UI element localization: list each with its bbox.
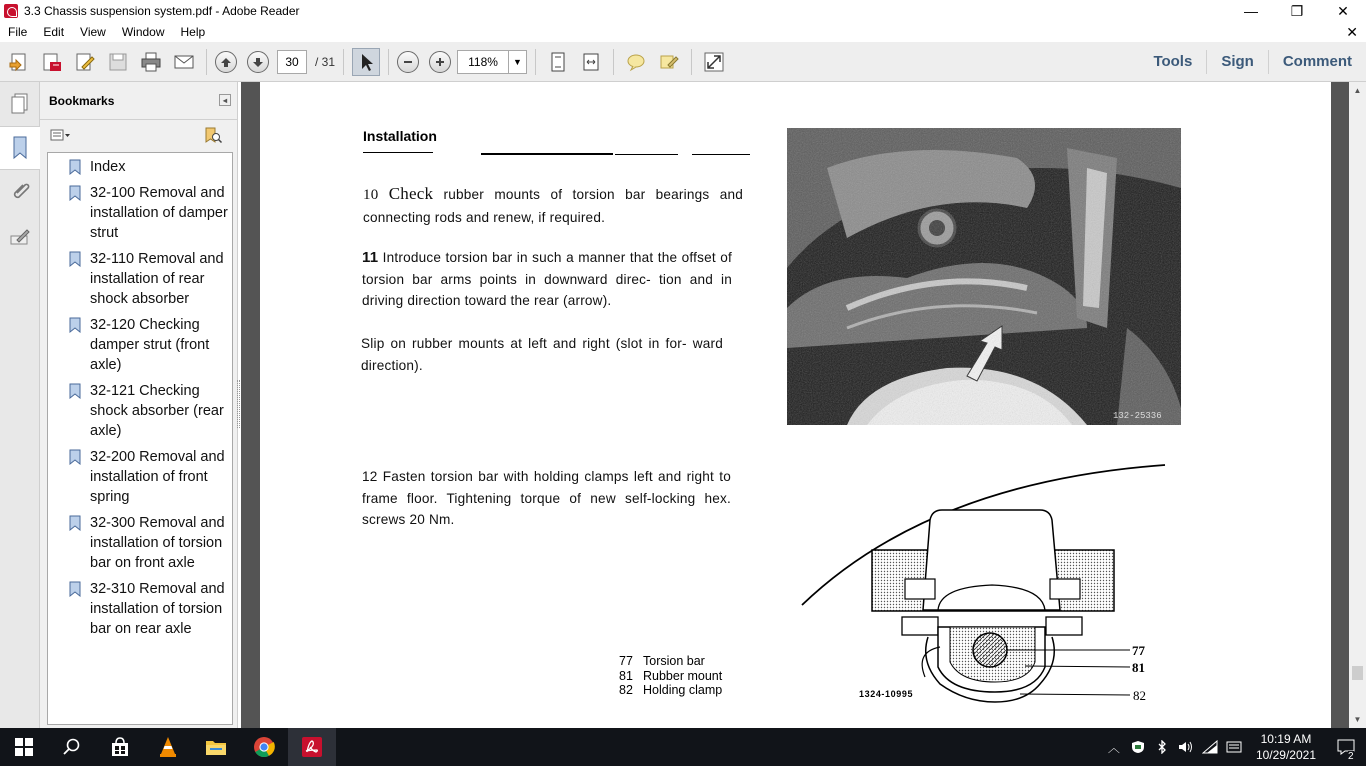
find-bookmark-button[interactable] — [203, 126, 223, 147]
legend-row — [619, 654, 722, 669]
step-number: 10 — [363, 187, 379, 203]
bookmark-item-index[interactable] — [48, 157, 232, 177]
minus-icon — [402, 56, 414, 68]
bookmark-item-32-100[interactable] — [48, 183, 232, 243]
legend-number: 82 — [619, 683, 633, 697]
bookmark-search-icon — [203, 126, 223, 144]
bookmark-options-button[interactable] — [50, 128, 72, 142]
cursor-arrow-icon — [356, 52, 376, 72]
bookmarks-toolbar — [40, 120, 237, 150]
bookmark-item-32-300[interactable] — [48, 513, 232, 573]
menu-file[interactable]: File — [8, 25, 28, 39]
title-bar — [0, 0, 1366, 22]
signature-pen-icon — [9, 224, 31, 248]
toolbar-separator — [613, 49, 614, 75]
toolbar-separator — [206, 49, 207, 75]
callout-77: 77 — [1132, 643, 1145, 658]
bookmark-ribbon-icon — [9, 135, 31, 161]
sticky-note-button[interactable] — [622, 48, 650, 76]
legend-text: Holding clamp — [643, 683, 723, 697]
system-tray — [1102, 728, 1366, 766]
print-button[interactable] — [137, 48, 165, 76]
menu-bar — [0, 22, 1366, 42]
store-bag-icon — [110, 737, 130, 757]
search-icon — [63, 738, 81, 756]
toolbar — [0, 42, 1366, 82]
step-number: 11 — [362, 249, 379, 266]
bookmark-list — [47, 152, 233, 725]
scroll-up-arrow-icon[interactable]: ▲ — [1353, 86, 1362, 95]
taskbar-adobe-reader[interactable] — [288, 728, 336, 766]
notification-center-button[interactable] — [1326, 739, 1366, 762]
toolbar-right-links — [1139, 42, 1366, 82]
close-button[interactable]: ✕ — [1337, 2, 1349, 19]
highlight-button[interactable] — [655, 48, 683, 76]
photo-reference: 132-25336 — [1113, 411, 1162, 421]
page-thumbnails-icon — [9, 92, 31, 116]
chrome-icon — [253, 736, 275, 758]
paragraph-11b: Slip on rubber mounts at left and right (slot in for- ward direction). — [361, 336, 723, 373]
drawing-reference: 1324-10995 — [859, 689, 914, 699]
vlc-cone-icon — [158, 736, 178, 758]
torsion-bar-photo — [787, 128, 1181, 425]
heading-rule — [363, 152, 433, 153]
search-button[interactable] — [48, 728, 96, 766]
show-hidden-icons-chevron-up-icon[interactable]: ︿ — [1107, 740, 1120, 755]
heading-rule — [615, 154, 678, 155]
toolbar-separator — [535, 49, 536, 75]
collapse-panel-button[interactable]: ◂ — [219, 94, 231, 106]
step-text: rubber mounts of torsion bar bearings and connecting rods and renew, if required. — [363, 187, 744, 225]
email-icon — [173, 51, 195, 73]
zoom-value: 118% — [468, 54, 498, 69]
scrollbar-thumb[interactable] — [1352, 666, 1363, 680]
bookmark-label: 32-300 Removal and installation of torsion bar on front axle — [90, 515, 225, 571]
heading-rule — [481, 153, 613, 155]
bookmarks-panel-header — [40, 82, 237, 120]
full-screen-button[interactable] — [700, 48, 728, 76]
pdf-page — [260, 82, 1331, 728]
bookmarks-panel — [40, 82, 238, 728]
legend-number: 77 — [619, 654, 633, 668]
folder-icon — [205, 738, 227, 756]
bookmark-item-32-110[interactable] — [48, 249, 232, 309]
maximize-button[interactable]: ❐ — [1290, 2, 1304, 19]
signatures-button[interactable] — [0, 214, 40, 258]
keyboard-language-icon[interactable] — [1222, 741, 1246, 753]
paragraph-11 — [362, 247, 732, 312]
create-pdf-button[interactable] — [5, 48, 33, 76]
bookmarks-button[interactable] — [0, 126, 40, 170]
expand-icon — [703, 51, 725, 73]
toolbar-separator — [388, 49, 389, 75]
callout-82: 82 — [1133, 688, 1146, 703]
bookmark-icon — [68, 317, 82, 333]
zoom-in-button[interactable] — [429, 51, 451, 73]
toolbar-separator — [343, 49, 344, 75]
convert-pdf-button[interactable] — [38, 48, 66, 76]
plus-icon — [434, 56, 446, 68]
bluetooth-icon[interactable] — [1150, 740, 1174, 754]
arrow-down-icon — [252, 56, 264, 68]
navigation-rail — [0, 82, 40, 728]
windows-logo-icon — [15, 738, 33, 756]
system-clock[interactable] — [1246, 731, 1326, 763]
document-viewport — [241, 82, 1349, 728]
bookmark-icon — [68, 581, 82, 597]
sign-link[interactable]: Sign — [1206, 50, 1268, 74]
page-thumbnails-button[interactable] — [0, 82, 40, 126]
fit-width-icon — [580, 51, 602, 73]
bookmark-label: 32-121 Checking shock absorber (rear axle) — [90, 383, 224, 439]
legend-number: 81 — [619, 668, 633, 683]
save-button[interactable] — [104, 48, 132, 76]
menu-window[interactable]: Window — [121, 25, 165, 39]
legend-row — [619, 669, 722, 684]
toolbar-separator — [691, 49, 692, 75]
heading-rule — [692, 154, 750, 155]
bookmark-icon — [68, 185, 82, 201]
next-page-button[interactable] — [247, 51, 269, 73]
page-total: / 31 — [315, 54, 336, 69]
paperclip-icon — [9, 180, 31, 204]
arrow-up-icon — [220, 56, 232, 68]
window-controls — [1228, 0, 1366, 22]
section-heading: Installation — [363, 128, 437, 144]
edit-pdf-icon — [74, 51, 96, 73]
legend-text: Torsion bar — [643, 654, 705, 668]
bookmark-label: Index — [90, 159, 126, 175]
bookmark-icon — [68, 449, 82, 465]
paragraph-12: 12 Fasten torsion bar with holding clamps left and right to frame floor. Tightening torque of new self-locking hex. screws 20 Nm. — [362, 469, 731, 527]
taskbar-chrome[interactable] — [240, 728, 288, 766]
bookmark-icon — [68, 159, 82, 175]
panel-resize-handle[interactable] — [237, 380, 240, 428]
save-icon — [107, 51, 129, 73]
bookmarks-title: Bookmarks — [49, 93, 115, 108]
select-tool-button[interactable] — [352, 48, 380, 76]
adobe-reader-icon — [4, 4, 18, 18]
window-title: 3.3 Chassis suspension system.pdf - Adobe Reader — [24, 4, 300, 18]
email-button[interactable] — [170, 48, 198, 76]
menu-edit[interactable]: Edit — [43, 25, 65, 39]
fit-page-icon — [547, 51, 569, 73]
volume-icon[interactable] — [1174, 740, 1198, 754]
torsion-bar-mount-diagram — [790, 462, 1185, 708]
menu-help[interactable]: Help — [180, 25, 206, 39]
options-list-icon — [50, 129, 72, 141]
vertical-scrollbar[interactable] — [1349, 82, 1366, 728]
bookmark-label: 32-100 Removal and installation of damper strut — [90, 185, 228, 241]
scroll-down-arrow-icon[interactable]: ▼ — [1353, 715, 1362, 724]
bookmark-item-32-310[interactable] — [48, 579, 232, 639]
create-pdf-icon — [8, 51, 30, 73]
zoom-select[interactable] — [457, 50, 527, 74]
clock-date: 10/29/2021 — [1255, 748, 1316, 762]
edit-pdf-button[interactable] — [71, 48, 99, 76]
diagram-legend — [619, 654, 722, 698]
step-text: Introduce torsion bar in such a manner that the offset of torsion bar arms points in downward direc- tion and in driving direction toward the rear (arrow). — [362, 250, 732, 308]
bookmark-label: 32-200 Removal and installation of front spring — [90, 449, 225, 505]
callout-81: 81 — [1132, 660, 1145, 675]
highlighter-icon — [658, 51, 680, 73]
security-shield-icon[interactable] — [1126, 740, 1150, 754]
tools-link[interactable]: Tools — [1153, 53, 1193, 70]
paragraph-10 — [363, 183, 743, 228]
zoom-out-button[interactable] — [397, 51, 419, 73]
chevron-down-icon: ▼ — [508, 51, 526, 73]
menu-view[interactable]: View — [80, 25, 106, 39]
bookmark-item-32-120[interactable] — [48, 315, 232, 375]
legend-row — [619, 683, 722, 698]
legend-text: Rubber mount — [643, 668, 723, 683]
comment-link[interactable]: Comment — [1268, 50, 1366, 74]
windows-taskbar — [0, 728, 1366, 766]
bookmark-label: 32-310 Removal and installation of torsion bar on rear axle — [90, 581, 225, 637]
notification-count-badge: 2 — [1348, 751, 1354, 762]
taskbar-store[interactable] — [96, 728, 144, 766]
fit-width-button[interactable] — [577, 48, 605, 76]
start-button[interactable] — [0, 728, 48, 766]
bookmark-item-32-121[interactable] — [48, 381, 232, 441]
comment-bubble-icon — [625, 51, 647, 73]
attachments-button[interactable] — [0, 170, 40, 214]
bookmark-label: 32-110 Removal and installation of rear shock absorber — [90, 251, 224, 307]
clock-time: 10:19 AM — [1260, 732, 1312, 746]
wifi-icon[interactable] — [1198, 740, 1222, 754]
taskbar-vlc[interactable] — [144, 728, 192, 766]
step-verb: Check — [388, 184, 434, 203]
print-icon — [140, 51, 162, 73]
bookmark-icon — [68, 251, 82, 267]
bookmark-icon — [68, 383, 82, 399]
minimize-button[interactable]: — — [1244, 3, 1258, 19]
bookmark-item-32-200[interactable] — [48, 447, 232, 507]
previous-page-button[interactable] — [215, 51, 237, 73]
page-number-input[interactable]: 30 — [277, 50, 307, 74]
close-document-button[interactable]: ✕ — [1346, 24, 1358, 40]
bookmark-label: 32-120 Checking damper strut (front axle) — [90, 317, 210, 373]
adobe-reader-icon — [301, 736, 323, 758]
convert-pdf-icon — [41, 51, 63, 73]
bookmark-icon — [68, 515, 82, 531]
taskbar-file-explorer[interactable] — [192, 728, 240, 766]
fit-page-button[interactable] — [544, 48, 572, 76]
